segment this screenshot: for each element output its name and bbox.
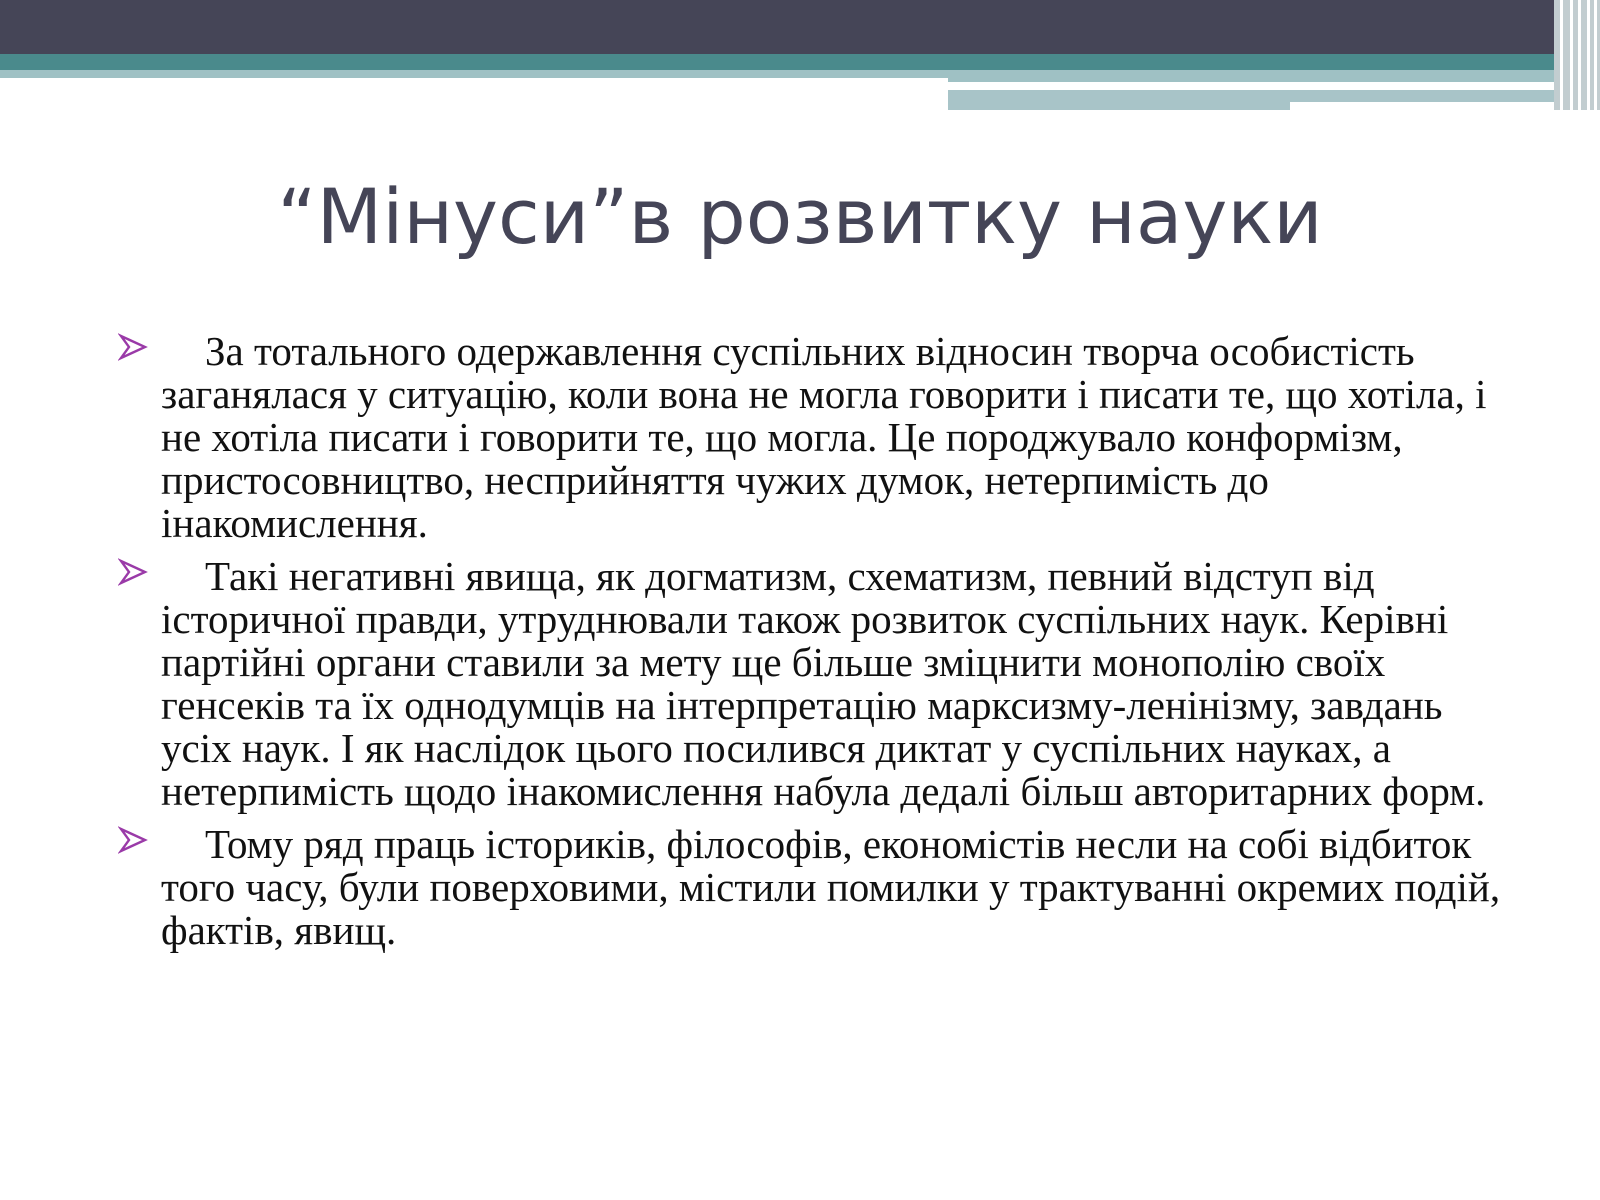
bullet-item-2 — [118, 555, 1518, 813]
arrow-bullet-icon — [118, 825, 148, 855]
bullet-text: За тотального одержавлення суспільних відносин творча особистість заганялася у ситуацію, коли вона не могла говорити і писати те, що хотіла, і не хотіла писати і говорити те, що могла. Це породжувало конформізм, пристосовництво, несприйняття чужих думок, нетерпимість до інакомислення. — [161, 328, 1487, 546]
arrow-bullet-icon — [118, 332, 148, 362]
header-corner-stripes — [1554, 0, 1600, 110]
bullet-item-3 — [118, 823, 1518, 952]
header-dark-band — [0, 0, 1600, 54]
header-light-band-right — [948, 70, 1600, 82]
bullet-text: Тому ряд праць істориків, філософів, економістів несли на собі відбиток того часу, були поверховими, містили помилки у трактуванні окремих подій, фактів, явищ. — [161, 821, 1501, 953]
bullet-item-1 — [118, 330, 1518, 545]
bullet-list — [118, 330, 1518, 962]
header-teal-band — [0, 54, 1600, 70]
header-decoration — [0, 0, 1600, 110]
bullet-text: Такі негативні явища, як догматизм, схематизм, певний відступ від історичної правди, утруднювали також розвиток суспільних наук. Керівні партійні органи ставили за мету ще більше зміцнити монополію своїх генсеків та їх однодумців на інтерпретацію марксизму-ленінізму, завдань усіх наук. І як наслідок цього посилився диктат у суспільних науках, а нетерпимість щодо інакомислення набула дедалі більш авторитарних форм. — [161, 553, 1486, 814]
header-light-band-left — [0, 70, 948, 78]
slide-title: “Мінуси”в розвитку науки — [277, 172, 1323, 261]
arrow-bullet-icon — [118, 557, 148, 587]
